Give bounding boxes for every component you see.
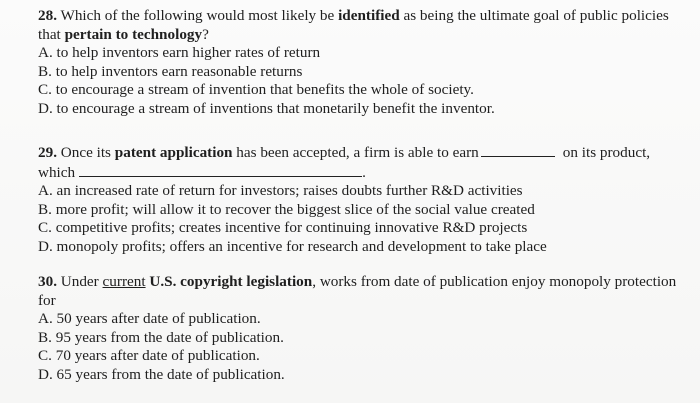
question-28-emphasis-identified: identified xyxy=(338,7,400,24)
question-28 xyxy=(38,7,678,119)
question-29-option-a[interactable]: A. an increased rate of return for investors; raises doubts further R&D activities xyxy=(38,182,523,200)
question-28-emphasis-technology: pertain to technology xyxy=(64,25,203,43)
question-30-underlined-current: current xyxy=(102,273,146,290)
question-28-option-a[interactable]: A. to help inventors earn higher rates of return xyxy=(38,44,321,62)
question-29-period: . xyxy=(362,163,366,181)
question-30-emphasis-copyright: U.S. copyright legislation xyxy=(149,273,313,290)
question-28-number: 28. xyxy=(38,7,57,24)
question-29-option-b[interactable]: B. more profit; will allow it to recover the biggest slice of the social value created xyxy=(38,200,535,218)
question-29-emphasis-patent: patent application xyxy=(114,144,233,161)
question-29-text-cont: has been accepted, a firm is able to earn xyxy=(232,144,479,161)
question-30 xyxy=(38,273,678,385)
question-28-option-d[interactable]: D. to encourage a stream of inventions that monetarily benefit the inventor. xyxy=(38,99,495,117)
question-28-option-c[interactable]: C. to encourage a stream of invention that benefits the whole of society. xyxy=(38,81,474,99)
question-30-option-d[interactable]: D. 65 years from the date of publication. xyxy=(38,365,285,383)
question-28-option-b[interactable]: B. to help inventors earn reasonable returns xyxy=(38,62,303,80)
question-28-stem xyxy=(38,7,678,44)
question-28-text: Which of the following would most likely be xyxy=(56,7,339,24)
question-29-text: Once its xyxy=(56,144,115,161)
question-29-text-end: on its product, which xyxy=(38,144,651,181)
question-29 xyxy=(38,143,678,257)
question-30-number: 30. xyxy=(38,273,57,290)
question-29-option-c[interactable]: C. competitive profits; creates incentive for continuing innovative R&D projects xyxy=(38,219,528,237)
question-29-stem xyxy=(38,143,678,182)
question-28-text-cont: as being the ultimate goal of public policies that xyxy=(38,7,669,43)
question-30-option-b[interactable]: B. 95 years from the date of publication. xyxy=(38,328,284,346)
question-28-mark: ? xyxy=(202,25,209,43)
question-30-text-cont: , works from date of publication enjoy monopoly protection for xyxy=(38,273,677,309)
question-30-option-a[interactable]: A. 50 years after date of publication. xyxy=(38,310,261,328)
answer-blank-1[interactable] xyxy=(481,143,555,157)
question-29-option-d[interactable]: D. monopoly profits; offers an incentive for research and development to take place xyxy=(38,237,547,255)
question-30-option-c[interactable]: C. 70 years after date of publication. xyxy=(38,347,260,365)
question-29-number: 29. xyxy=(38,144,57,161)
question-30-text: Under xyxy=(56,273,103,290)
answer-blank-2[interactable] xyxy=(79,163,362,177)
question-30-stem xyxy=(38,273,678,310)
